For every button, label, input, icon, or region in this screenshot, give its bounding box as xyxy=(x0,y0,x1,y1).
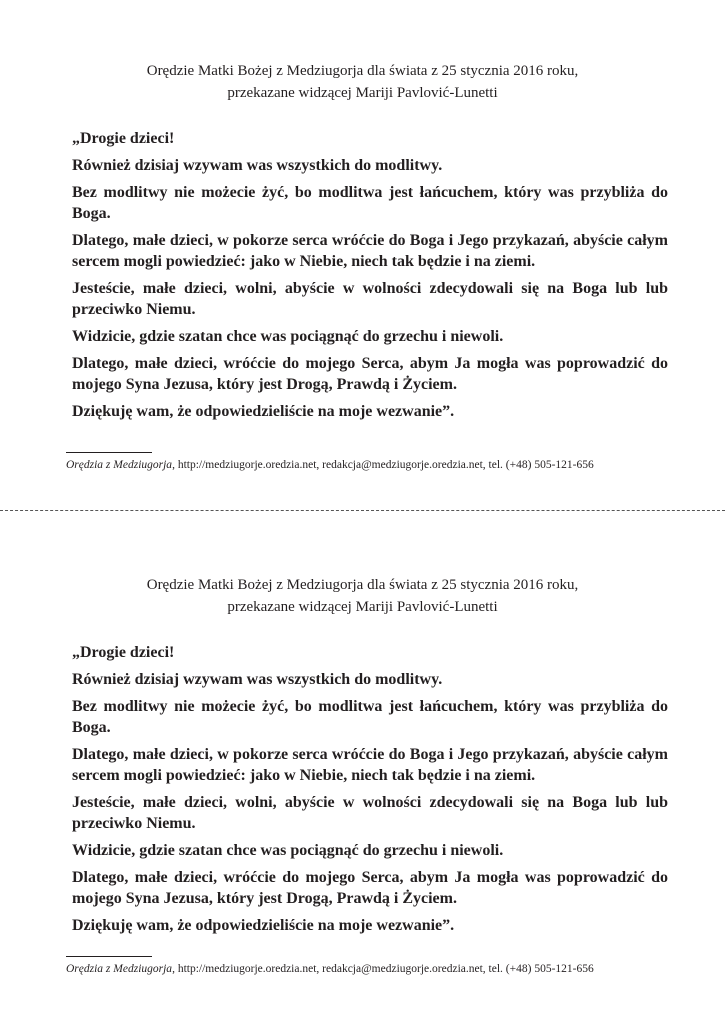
footer-contact: , http://medziugorje.oredzia.net, redakcja@medziugorje.oredzia.net, tel. (+48) 505-121-656 xyxy=(172,459,594,471)
paragraph: Dziękuję wam, że odpowiedzieliście na moje wezwanie”. xyxy=(72,403,455,420)
footer-source: Orędzia z Medziugorja xyxy=(66,963,173,975)
paragraph: Widzicie, gdzie szatan chce was pociągnąć do grzechu i niewoli. xyxy=(72,842,504,859)
paragraph: Dlatego, małe dzieci, w pokorze serca wróćcie do Boga i Jego przykazań, abyście całym sercem mogli powiedzieć: jako w Niebie, niech tak będzie i na ziemi. xyxy=(72,746,668,784)
paragraph: Dlatego, małe dzieci, wróćcie do mojego Serca, abym Ja mogła was poprowadzić do mojego Syna Jezusa, który jest Drogą, Prawdą i Życiem. xyxy=(72,355,668,393)
footer-contact: , http://medziugorje.oredzia.net, redakcja@medziugorje.oredzia.net, tel. (+48) 505-121-656 xyxy=(172,963,594,975)
paragraph: Dziękuję wam, że odpowiedzieliście na moje wezwanie”. xyxy=(72,917,455,934)
message-title xyxy=(0,574,725,618)
paragraph: Bez modlitwy nie możecie żyć, bo modlitwa jest łańcuchem, który was przybliża do Boga. xyxy=(72,184,668,222)
paragraph: Również dzisiaj wzywam was wszystkich do modlitwy. xyxy=(72,157,443,174)
title-line-2: przekazane widzącej Mariji Pavlović-Lunetti xyxy=(227,599,498,615)
message-body xyxy=(0,128,668,422)
title-line-1: Orędzie Matki Bożej z Medziugorja dla świata z 25 stycznia 2016 roku, xyxy=(146,577,579,593)
message-copy-bottom xyxy=(0,574,725,975)
message-body xyxy=(0,642,668,936)
paragraph: Jesteście, małe dzieci, wolni, abyście w wolności zdecydowali się na Boga lub lub przeciwko Niemu. xyxy=(72,280,668,318)
message-copy-top xyxy=(0,60,725,471)
paragraph-greeting: „Drogie dzieci! xyxy=(72,644,175,661)
paragraph: Dlatego, małe dzieci, w pokorze serca wróćcie do Boga i Jego przykazań, abyście całym sercem mogli powiedzieć: jako w Niebie, niech tak będzie i na ziemi. xyxy=(72,232,668,270)
paragraph: Jesteście, małe dzieci, wolni, abyście w wolności zdecydowali się na Boga lub lub przeciwko Niemu. xyxy=(72,794,668,832)
footer-note xyxy=(66,458,594,472)
paragraph: Widzicie, gdzie szatan chce was pociągnąć do grzechu i niewoli. xyxy=(72,328,504,345)
paragraph: Bez modlitwy nie możecie żyć, bo modlitwa jest łańcuchem, który was przybliża do Boga. xyxy=(72,698,668,736)
paragraph-greeting: „Drogie dzieci! xyxy=(72,130,175,147)
paragraph: Dlatego, małe dzieci, wróćcie do mojego Serca, abym Ja mogła was poprowadzić do mojego Syna Jezusa, który jest Drogą, Prawdą i Życiem. xyxy=(72,869,668,907)
title-line-1: Orędzie Matki Bożej z Medziugorja dla świata z 25 stycznia 2016 roku, xyxy=(146,63,579,79)
message-title xyxy=(0,60,725,104)
footer-source: Orędzia z Medziugorja xyxy=(66,459,173,471)
paragraph: Również dzisiaj wzywam was wszystkich do modlitwy. xyxy=(72,671,443,688)
footnote-rule xyxy=(66,452,152,453)
footnote-rule xyxy=(66,956,152,957)
title-line-2: przekazane widzącej Mariji Pavlović-Lunetti xyxy=(227,85,498,101)
footer-note xyxy=(66,962,594,976)
cut-line xyxy=(0,510,725,511)
